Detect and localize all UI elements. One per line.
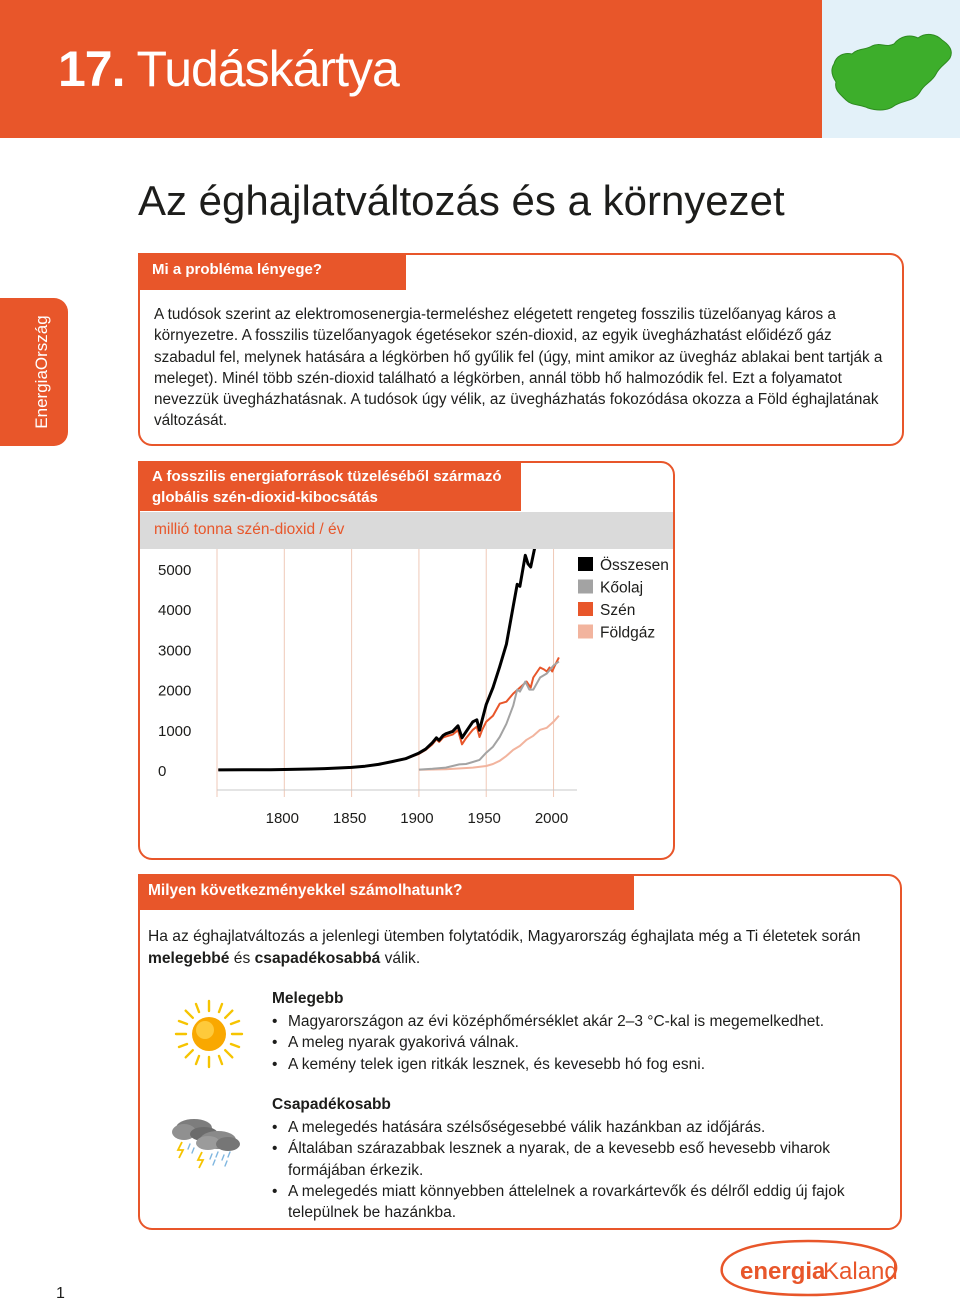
y-tick-label: 5000 [158, 562, 192, 579]
wetter-title: Csapadékosabb [272, 1096, 391, 1113]
emissions-chart [140, 549, 673, 858]
energiakaland-logo [712, 1235, 902, 1304]
wetter-list-item: • A melegedés miatt könnyebben áttelelnek a rovarkártevők és délről eddig új fajok települnek be hazánkba. [272, 1181, 872, 1224]
wetter-list-item: • Általában szárazabbak lesznek a nyarak, de a kevesebb eső hevesebb viharok formájában érkezik. [272, 1138, 872, 1181]
series-line-Kőolaj [419, 662, 559, 770]
brand-energia: energia [740, 1258, 826, 1285]
warmer-list-item: • Magyarországon az évi középhőmérséklet akár 2–3 °C-kal is megemelkedhet. [272, 1011, 892, 1032]
side-tab-label: EnergiaOrszág [32, 315, 51, 429]
warmer-list [272, 1011, 892, 1075]
legend-label: Kőolaj [600, 579, 644, 597]
legend-swatch [578, 557, 593, 571]
side-tab [0, 298, 68, 446]
problem-text: A tudósok szerint az elektromosenergia-termeléshez elégetett rengeteg fosszilis tüzelőanyag káros a környezetre. A fosszilis tüzelőanyagok égetésekor szén-dioxid, az egyik üvegházhatást előidéző gáz szabadul fel, melynek hatására a légkörben hő gyűlik fel (úgy, mint amikor az üvegház ablakai bent tartják a meleget). Minél több szén-dioxid található a légkörben, annál több hő halmozódik fel. Ezt a folyamatot nevezzük üvegházhatásnak. A tudósok úgy vélik, az üvegházhatás fokozódása okozza a Föld éghajlatának változását. [154, 306, 883, 430]
x-tick-label: 1850 [332, 810, 367, 827]
y-tick-label: 3000 [158, 642, 192, 660]
series-line-Szén [218, 657, 559, 770]
series-line-Földgáz [419, 716, 559, 770]
storm-cloud-icon [168, 1112, 246, 1177]
intro-text: Ha az éghajlatváltozás a jelenlegi ütemben folytatódik, Magyarország éghajlata még a Ti életetek során [148, 928, 861, 945]
card-title: Tudáskártya [136, 41, 399, 97]
legend-label: Összesen [600, 557, 669, 574]
hungary-map-icon [828, 30, 956, 116]
x-tick-label: 1950 [467, 810, 501, 827]
legend-label: Földgáz [600, 624, 656, 642]
page-number: 1 [56, 1285, 65, 1302]
x-tick-label: 1800 [265, 810, 299, 827]
warmer-list-item: • A meleg nyarak gyakorivá válnak. [272, 1032, 892, 1053]
problem-heading: Mi a probléma lényege? [138, 253, 406, 290]
intro-bold-wetter: csapadékosabbá [254, 949, 381, 967]
map-box [822, 0, 960, 138]
chart-heading-line1: A fosszilis energiaforrások tüzeléséből származó [152, 468, 502, 485]
chart-heading [138, 461, 521, 511]
consequences-heading: Milyen következményekkel számolhatunk? [138, 874, 634, 910]
main-title: Az éghajlatváltozás és a környezet [138, 177, 785, 224]
legend-swatch [578, 625, 593, 639]
y-tick-label: 1000 [158, 722, 192, 740]
problem-panel [138, 253, 904, 446]
warmer-title: Melegebb [272, 990, 344, 1007]
chart-panel [138, 461, 675, 860]
sun-icon [174, 999, 244, 1074]
intro-bold-warmer: melegebbé [148, 949, 230, 967]
unit-band [140, 512, 673, 549]
consequences-intro [148, 926, 900, 969]
legend-swatch [578, 580, 593, 594]
x-tick-label: 2000 [534, 810, 569, 827]
warmer-list-item: • A kemény telek igen ritkák lesznek, és kevesebb hó fog esni. [272, 1054, 892, 1075]
y-tick-label: 0 [158, 763, 167, 780]
wetter-list [272, 1117, 872, 1223]
y-tick-label: 2000 [158, 682, 192, 700]
chart-heading-line2: globális szén-dioxid-kibocsátás [152, 489, 378, 506]
card-number: 17. [58, 41, 125, 97]
intro-text-end: válik. [380, 949, 421, 967]
wetter-list-item: • A melegedés hatására szélsőségesebbé válik hazánkban az időjárás. [272, 1117, 872, 1138]
consequences-panel [138, 874, 902, 1230]
legend-label: Szén [600, 602, 636, 619]
legend-swatch [578, 602, 593, 616]
y-tick-label: 4000 [158, 602, 192, 620]
intro-text-and: és [229, 949, 255, 967]
brand-kaland: Kaland [823, 1258, 898, 1285]
page-title [58, 40, 399, 98]
x-tick-label: 1900 [400, 810, 434, 827]
series-line-Összesen [218, 549, 559, 770]
header-band [0, 0, 822, 138]
chart-unit-label: millió tonna szén-dioxid / év [154, 521, 345, 538]
